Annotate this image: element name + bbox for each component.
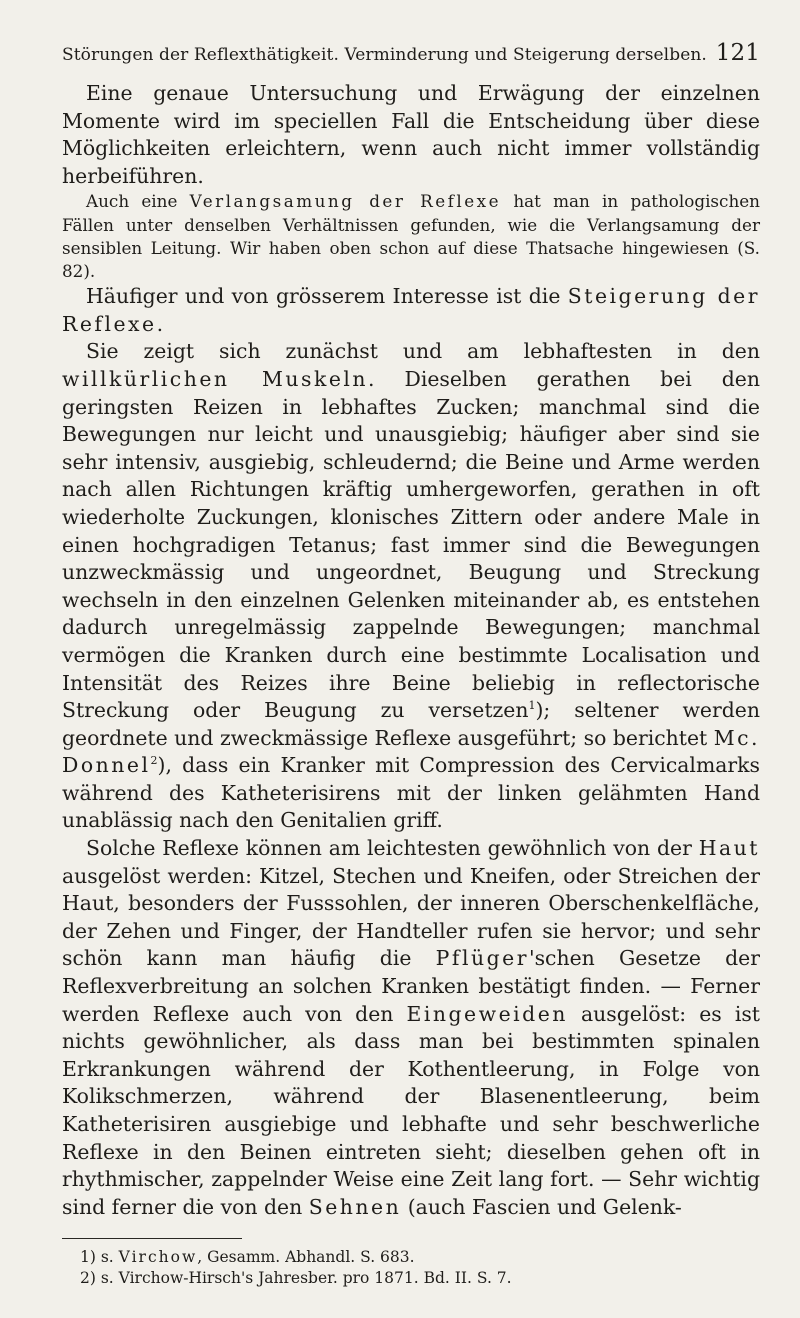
paragraph-2: Auch eine Verlangsamung der Reflexe hat man in pathologischen Fällen unter denselben Verhältnissen gefunden, wie die Verlangsamung der sensiblen Leitung. Wir haben oben schon auf diese Thatsache hingewiesen (S. 82).	[62, 191, 760, 281]
emphasis-steigerung: Steigerung der Reflexe	[62, 284, 760, 336]
page-number: 121	[715, 40, 760, 66]
footnote-ref-1: 1	[528, 699, 536, 713]
paragraph-5: Solche Reflexe können am leichtesten gewöhnlich von der Haut ausgelöst werden: Kitzel, Stechen und Kneifen, oder Streichen der Haut, besonders der Fusssohlen, der inneren Oberschenkelfläche, der Zehen und Finger, der Handteller rufen sie hervor; und sehr schön kann man häufig die Pflüger'schen Gesetze der Reflexverbreitung an solchen Kranken bestätigt finden. — Ferner werden Reflexe auch von den Eingeweiden ausgelöst: es ist nichts gewöhnlicher, als dass man bei bestimmten spinalen Erkrankungen während der Kothentleerung, in Folge von Kolikschmerzen, während der Blasenentleerung, beim Katheterisiren ausgiebige und lebhafte und sehr beschwerliche Reflexe in den Beinen eintreten sieht; dieselben gehen oft in rhythmischer, zappelnder Weise eine Zeit lang fort. — Sehr wichtig sind ferner die von den Sehnen (auch Fascien und Gelenk-	[62, 836, 760, 1219]
running-header	[62, 40, 760, 66]
emphasis-verlangsamung: Verlangsamung der Reflexe	[189, 191, 502, 212]
emphasis-mc-donnel: Mc. Donnel	[62, 725, 761, 778]
emphasis-willkuerlichen: willkürlichen Muskeln	[62, 366, 369, 391]
paragraph-4: Sie zeigt sich zunächst und am lebhaftesten in den willkürlichen Muskeln. Dieselben gerathen bei den geringsten Reizen in lebhaftes Zucken; manchmal sind die Bewegungen nur leicht und unausgiebig; häufiger aber sind sie sehr intensiv, ausgiebig, schleudernd; die Beine und Arme werden nach allen Richtungen kräftig umhergeworfen, gerathen in oft wiederholte Zuckungen, klonisches Zittern oder andere Male in einen hochgradigen Tetanus; fast immer sind die Bewegungen unzweckmässig und ungeordnet, Beugung und Streckung wechseln in den einzelnen Gelenken miteinander ab, es entstehen dadurch unregelmässig zappelnde Bewegungen; manchmal vermögen die Kranken durch eine bestimmte Localisation und Intensität des Reizes ihre Beine beliebig in reflectorische Streckung oder Beugung zu versetzen$^1$); seltener werden geordnete und zweckmässige Reflexe ausgeführt; so berichtet Mc. Donnel$^2$), dass ein Kranker mit Compression des Cervicalmarks während des Katheterisirens mit der linken gelähmten Hand unablässig nach den Genitalien griff.	[62, 339, 761, 833]
footnote-divider	[62, 1238, 242, 1239]
emphasis-pflueger: Pflüger	[435, 946, 529, 971]
footnote-ref-2: 2	[150, 754, 158, 768]
emphasis-eingeweiden: Eingeweiden	[406, 1001, 568, 1026]
footnote-2: 2) s. Virchow-Hirsch's Jahresber. pro 1871. Bd. II. S. 7.	[80, 1269, 512, 1288]
running-title: Störungen der Reflexthätigkeit. Verminderung und Steigerung derselben.	[62, 45, 707, 65]
emphasis-sehnen: Sehnen	[308, 1194, 402, 1219]
paragraph-1: Eine genaue Untersuchung und Erwägung der einzelnen Momente wird im speciellen Fall die Entscheidung über diese Möglichkeiten erleichtern, wenn auch nicht immer vollständig herbeiführen.	[62, 81, 760, 188]
emphasis-haut: Haut	[698, 836, 760, 861]
footnote-1: 1) s. Virchow, Gesamm. Abhandl. S. 683.	[80, 1248, 415, 1267]
paragraph-3: Häufiger und von grösserem Interesse ist die Steigerung der Reflexe.	[62, 284, 760, 336]
